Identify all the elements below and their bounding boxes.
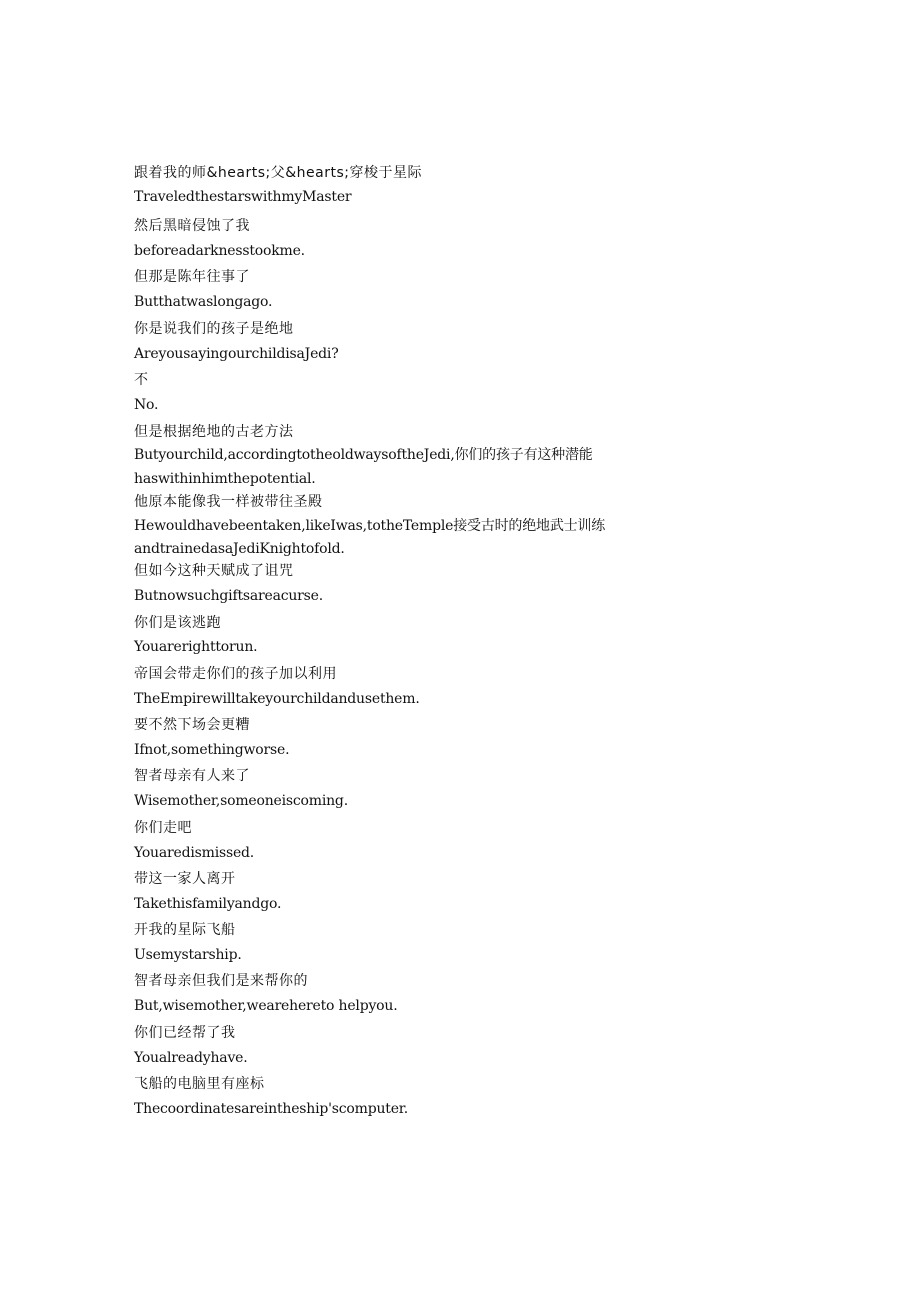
subtitle-line-en: Butnowsuchgiftsareacurse.	[134, 588, 323, 604]
subtitle-line-zh: 但是根据绝地的古老方法	[134, 424, 294, 440]
subtitle-line-en: Youarerighttorun.	[134, 639, 258, 655]
subtitle-line-en: beforeadarknesstookme.	[134, 243, 305, 259]
subtitle-line-en: Takethisfamilyandgo.	[134, 896, 282, 912]
subtitle-line-en: Wisemother,someoneiscoming.	[134, 793, 348, 809]
subtitle-line-en: AreyousayingourchildisaJedi?	[134, 346, 339, 362]
subtitle-line-zh: 开我的星际飞船	[134, 922, 236, 938]
subtitle-line-en: TheEmpirewilltakeyourchildandusethem.	[134, 691, 420, 707]
subtitle-line-mixed: Butyourchild,accordingtotheoldwaysoftheJedi,你们的孩子有这种潜能	[134, 447, 593, 463]
subtitle-line-en: haswithinhimthepotential.	[134, 471, 316, 487]
subtitle-line-zh: 他原本能像我一样被带往圣殿	[134, 494, 323, 510]
subtitle-line-zh: 但那是陈年往事了	[134, 269, 250, 285]
subtitle-line-zh: 帝国会带走你们的孩子加以利用	[134, 666, 337, 682]
subtitle-line-zh: 不	[134, 372, 149, 388]
subtitle-line-zh: 然后黑暗侵蚀了我	[134, 218, 250, 234]
subtitle-line-zh: 你们已经帮了我	[134, 1025, 236, 1041]
subtitle-line-zh: 智者母亲有人来了	[134, 768, 250, 784]
subtitle-line-zh: 你们是该逃跑	[134, 615, 221, 631]
subtitle-line-zh: 跟着我的师&hearts;父&hearts;穿梭于星际	[134, 165, 422, 181]
subtitle-line-en: Usemystarship.	[134, 947, 242, 963]
subtitle-line-en: No.	[134, 397, 159, 413]
subtitle-line-zh: 你是说我们的孩子是绝地	[134, 321, 294, 337]
subtitle-line-en: Thecoordinatesareintheship'scomputer.	[134, 1101, 408, 1117]
subtitle-line-zh: 你们走吧	[134, 820, 192, 836]
subtitle-line-zh: 飞船的电脑里有座标	[134, 1076, 265, 1092]
subtitle-line-en: Ifnot,somethingworse.	[134, 742, 290, 758]
subtitle-line-zh: 智者母亲但我们是来帮你的	[134, 973, 308, 989]
subtitle-line-en: TraveledthestarswithmyMaster	[134, 189, 352, 205]
subtitle-line-en: Butthatwaslongago.	[134, 294, 273, 310]
subtitle-line-en: But,wisemother,wearehereto helpyou.	[134, 998, 398, 1014]
subtitle-line-en: Youaredismissed.	[134, 845, 255, 861]
subtitle-line-en: Youalreadyhave.	[134, 1050, 248, 1066]
subtitle-line-zh: 要不然下场会更糟	[134, 717, 250, 733]
subtitle-line-mixed: Hewouldhavebeentaken,likeIwas,totheTemple接受古时的绝地武士训练	[134, 518, 606, 534]
subtitle-line-en: andtrainedasaJediKnightofold.	[134, 541, 345, 557]
subtitle-line-zh: 但如今这种天赋成了诅咒	[134, 563, 294, 579]
subtitle-line-zh: 带这一家人离开	[134, 871, 236, 887]
